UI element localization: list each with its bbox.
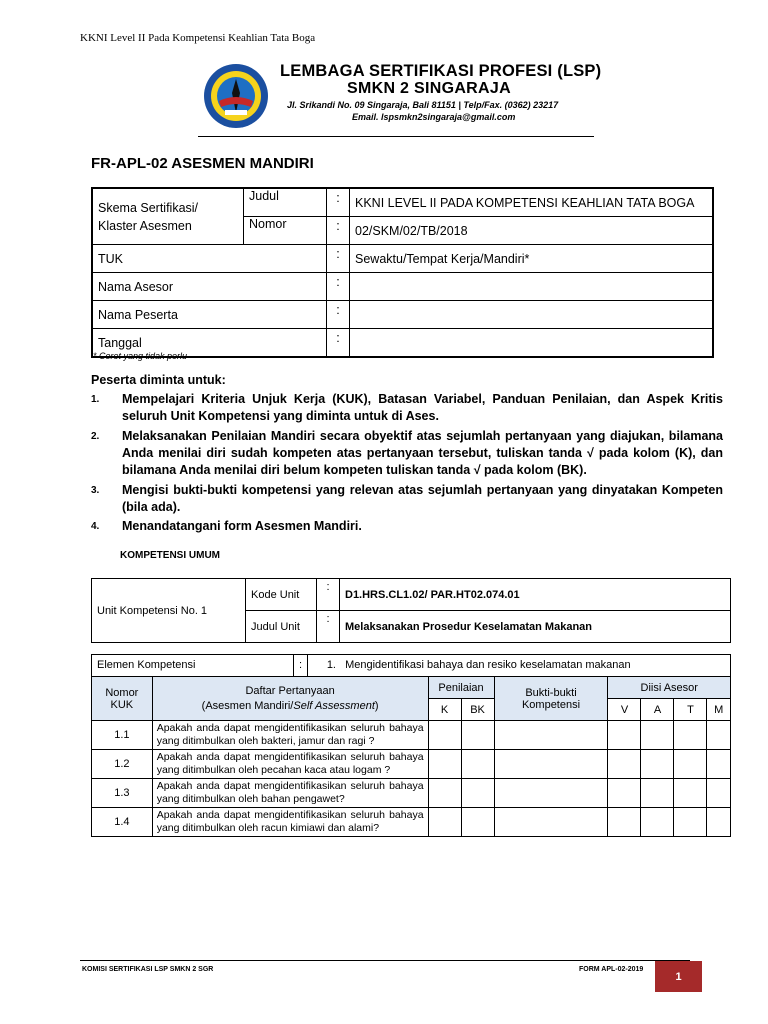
header-divider xyxy=(198,136,594,137)
instruction-num: 4. xyxy=(91,521,100,532)
question-text: Apakah anda dapat mengidentifikasikan seluruh bahaya yang ditimbulkan oleh bahan pengawet? xyxy=(152,779,428,808)
kode-value: D1.HRS.CL1.02/ PAR.HT02.074.01 xyxy=(340,579,731,611)
colon: : xyxy=(327,245,350,273)
instruction-item xyxy=(91,482,723,516)
asesor-label: Nama Asesor xyxy=(92,273,327,301)
table-row xyxy=(92,721,731,750)
col-m: M xyxy=(707,699,731,721)
col-v: V xyxy=(608,699,641,721)
col-daftar-pertanyaan xyxy=(152,677,428,721)
footer-divider xyxy=(80,960,690,961)
bukti-field[interactable] xyxy=(494,721,608,750)
a-cell[interactable] xyxy=(641,721,674,750)
col-a: A xyxy=(641,699,674,721)
assessment-table xyxy=(91,654,731,837)
question-text: Apakah anda dapat mengidentifikasikan seluruh bahaya yang ditimbulkan oleh racun kimiawi dan alami? xyxy=(152,808,428,837)
asesor-field[interactable] xyxy=(350,273,714,301)
top-caption: KKNI Level II Pada Kompetensi Keahlian Tata Boga xyxy=(80,32,316,44)
m-cell[interactable] xyxy=(707,721,731,750)
kuk-number: 1.2 xyxy=(92,750,153,779)
nomor-label: Nomor xyxy=(244,217,327,245)
k-checkbox[interactable] xyxy=(428,808,461,837)
form-title: FR-APL-02 ASESMEN MANDIRI xyxy=(91,155,314,172)
k-checkbox[interactable] xyxy=(428,779,461,808)
lsp-logo-icon xyxy=(203,63,269,129)
col-diisi-asesor: Diisi Asesor xyxy=(608,677,731,699)
instruction-text: Melaksanakan Penilaian Mandiri secara obyektif atas sejumlah pertanyaan yang diajukan, bilamana Anda menilai diri sudah kompeten atas pertanyaan tersebut, tuliskan tanda √ pada kolom (K), dan bilamana Anda menilai diri belum kompeten tuliskan tanda √ pada kolom (BK). xyxy=(122,429,723,477)
tanggal-field[interactable] xyxy=(350,329,714,358)
colon: : xyxy=(327,188,350,217)
tuk-value[interactable]: Sewaktu/Tempat Kerja/Mandiri* xyxy=(350,245,714,273)
info-table xyxy=(91,187,714,358)
bk-checkbox[interactable] xyxy=(461,721,494,750)
v-cell[interactable] xyxy=(608,808,641,837)
skema-label: Skema Sertifikasi/ Klaster Asesmen xyxy=(92,188,244,245)
instruction-text: Mempelajari Kriteria Unjuk Kerja (KUK), Batasan Variabel, Panduan Penilaian, dan Aspek Kritis seluruh Unit Kompetensi yang diminta untuk di Ases. xyxy=(122,392,723,423)
m-cell[interactable] xyxy=(707,808,731,837)
t-cell[interactable] xyxy=(674,808,707,837)
lsp-email: Email. lspsmkn2singaraja@gmail.com xyxy=(352,112,516,122)
question-text: Apakah anda dapat mengidentifikasikan seluruh bahaya yang ditimbulkan oleh pecahan kaca atau logam ? xyxy=(152,750,428,779)
peserta-field[interactable] xyxy=(350,301,714,329)
t-cell[interactable] xyxy=(674,721,707,750)
instruction-item xyxy=(91,391,723,425)
footer-right-text: FORM APL-02-2019 xyxy=(579,966,644,973)
elemen-row xyxy=(92,655,731,677)
a-cell[interactable] xyxy=(641,750,674,779)
lsp-subtitle: SMKN 2 SINGARAJA xyxy=(347,80,511,97)
bk-checkbox[interactable] xyxy=(461,779,494,808)
col-t: T xyxy=(674,699,707,721)
colon: : xyxy=(327,273,350,301)
colon: : xyxy=(293,655,308,676)
colon: : xyxy=(317,579,340,611)
kode-label: Kode Unit xyxy=(246,579,317,611)
table-row xyxy=(92,750,731,779)
elemen-value: Mengidentifikasi bahaya dan resiko keselamatan makanan xyxy=(345,659,631,671)
kompetensi-umum-heading: KOMPETENSI UMUM xyxy=(120,550,220,561)
intro-text: Peserta diminta untuk: xyxy=(91,373,226,387)
col-penilaian: Penilaian xyxy=(428,677,494,699)
judul-unit-label: Judul Unit xyxy=(246,611,317,643)
a-cell[interactable] xyxy=(641,808,674,837)
t-cell[interactable] xyxy=(674,750,707,779)
peserta-label: Nama Peserta xyxy=(92,301,327,329)
v-cell[interactable] xyxy=(608,721,641,750)
col-bukti: Bukti-bukti Kompetensi xyxy=(494,677,608,721)
col-daftar-line2: (Asesmen Mandiri/Self Assessment) xyxy=(201,699,379,712)
unit-table xyxy=(91,578,731,643)
bukti-field[interactable] xyxy=(494,808,608,837)
table-row xyxy=(92,808,731,837)
kuk-number: 1.3 xyxy=(92,779,153,808)
bk-checkbox[interactable] xyxy=(461,750,494,779)
nomor-value: 02/SKM/02/TB/2018 xyxy=(350,217,714,245)
colon: : xyxy=(327,217,350,245)
k-checkbox[interactable] xyxy=(428,721,461,750)
judul-value: KKNI LEVEL II PADA KOMPETENSI KEAHLIAN TATA BOGA xyxy=(350,188,714,217)
elemen-label: Elemen Kompetensi xyxy=(97,659,196,671)
k-checkbox[interactable] xyxy=(428,750,461,779)
note: * Coret yang tidak perlu xyxy=(93,351,188,361)
bukti-field[interactable] xyxy=(494,750,608,779)
a-cell[interactable] xyxy=(641,779,674,808)
judul-unit-value: Melaksanakan Prosedur Keselamatan Makanan xyxy=(340,611,731,643)
bk-checkbox[interactable] xyxy=(461,808,494,837)
lsp-address: Jl. Srikandi No. 09 Singaraja, Bali 81151 | Telp/Fax. (0362) 23217 xyxy=(287,100,559,110)
col-k: K xyxy=(428,699,461,721)
instruction-num: 2. xyxy=(91,431,100,442)
t-cell[interactable] xyxy=(674,779,707,808)
instruction-item xyxy=(91,518,723,535)
bukti-field[interactable] xyxy=(494,779,608,808)
instruction-text: Mengisi bukti-bukti kompetensi yang relevan atas sejumlah pertanyaan yang dinyatakan Kompeten (bila ada). xyxy=(122,483,723,514)
footer-left-text: KOMISI SERTIFIKASI LSP SMKN 2 SGR xyxy=(82,966,214,973)
v-cell[interactable] xyxy=(608,750,641,779)
instruction-num: 3. xyxy=(91,485,100,496)
lsp-title: LEMBAGA SERTIFIKASI PROFESI (LSP) xyxy=(280,62,602,80)
colon: : xyxy=(327,301,350,329)
col-daftar-line1: Daftar Pertanyaan xyxy=(245,684,335,697)
table-row xyxy=(92,779,731,808)
tuk-label: TUK xyxy=(92,245,327,273)
instruction-text: Menandatangani form Asesmen Mandiri. xyxy=(122,519,362,533)
question-text: Apakah anda dapat mengidentifikasikan seluruh bahaya yang ditimbulkan oleh bakteri, jamur dan ragi ? xyxy=(152,721,428,750)
judul-label: Judul xyxy=(244,188,327,217)
col-nomor-kuk: Nomor KUK xyxy=(92,677,153,721)
m-cell[interactable] xyxy=(707,779,731,808)
v-cell[interactable] xyxy=(608,779,641,808)
kuk-number: 1.4 xyxy=(92,808,153,837)
col-bk: BK xyxy=(461,699,494,721)
colon: : xyxy=(317,611,340,643)
page-number: 1 xyxy=(655,961,702,992)
instruction-item xyxy=(91,428,723,479)
elemen-num: 1. xyxy=(326,659,336,671)
colon: : xyxy=(327,329,350,358)
unit-label: Unit Kompetensi No. 1 xyxy=(92,579,246,643)
tanggal-label: Tanggal xyxy=(92,329,327,358)
m-cell[interactable] xyxy=(707,750,731,779)
instruction-num: 1. xyxy=(91,394,100,405)
kuk-number: 1.1 xyxy=(92,721,153,750)
